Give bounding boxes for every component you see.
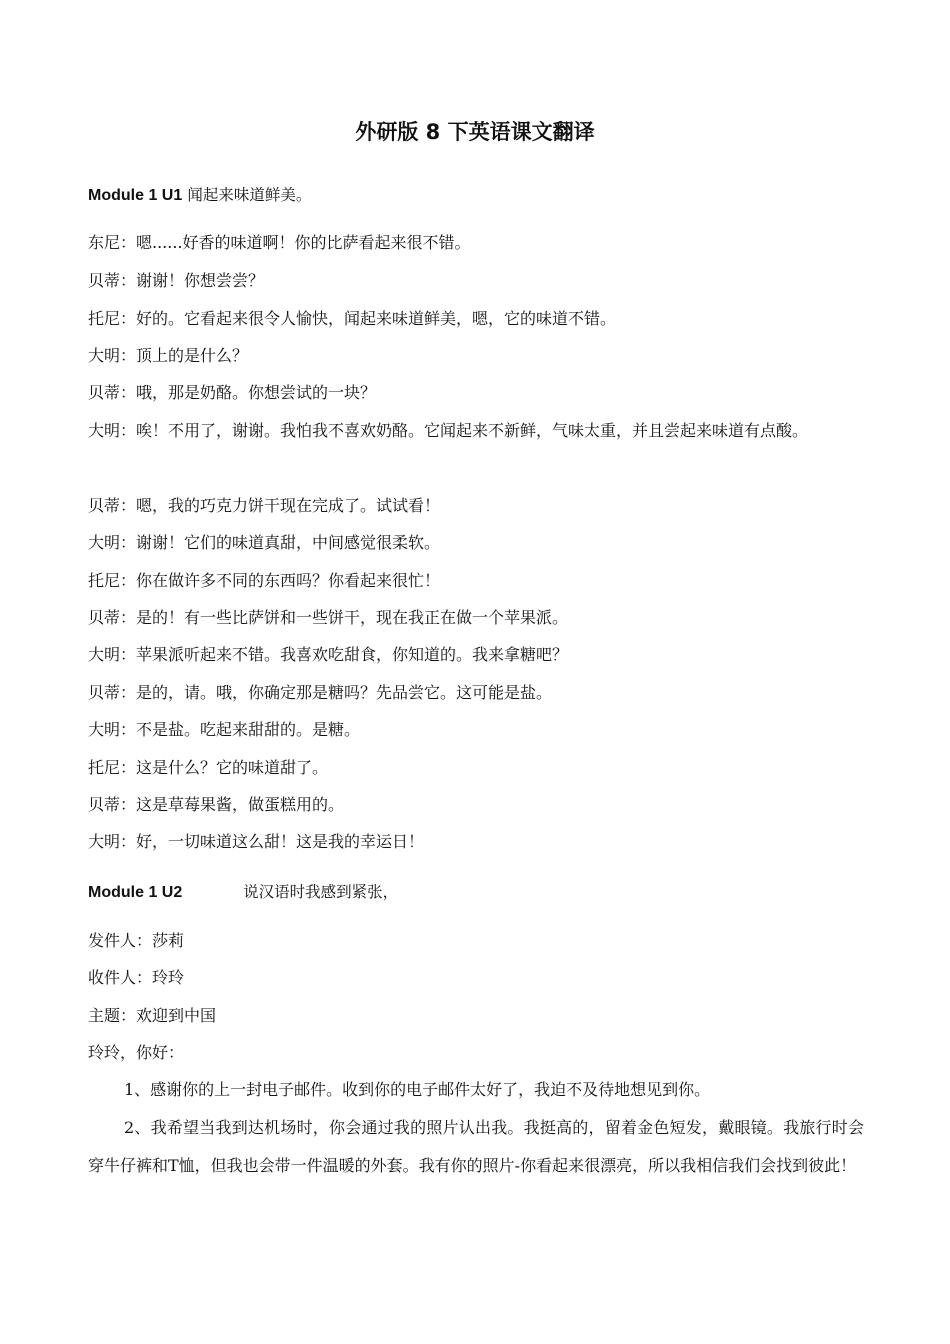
module-label: Module 1 U2 — [88, 884, 183, 901]
email-subject: 主题：欢迎到中国 — [88, 1006, 217, 1025]
email-paragraph: 2、我希望当我到达机场时，你会通过我的照片认出我。我挺高的，留着金色短发，戴眼镜。我旅行时会穿牛仔裤和T恤，但我也会带一件温暖的外套。我有你的照片-你看起来很漂亮，所以我相信我们会找到彼此！ — [88, 1118, 864, 1175]
section-heading-unit2 — [88, 880, 398, 905]
dialogue-line: 贝蒂：谢谢！你想尝尝？ — [88, 271, 265, 290]
module-label: Module 1 U1 — [88, 187, 183, 204]
dialogue-line: 东尼：嗯......好香的味道啊！你的比萨看起来很不错。 — [88, 233, 471, 252]
section-title: 闻起来味道鲜美。 — [187, 186, 312, 204]
dialogue-line: 大明：谢谢！它们的味道真甜，中间感觉很柔软。 — [88, 533, 441, 552]
dialogue-line: 大明：好，一切味道这么甜！这是我的幸运日！ — [88, 832, 425, 851]
section-title: 说汉语时我感到紧张， — [243, 883, 399, 901]
dialogue-line: 贝蒂：是的，请。哦，你确定那是糖吗？先品尝它。这可能是盐。 — [88, 683, 553, 702]
email-to: 收件人：玲玲 — [88, 968, 185, 987]
dialogue-line: 托尼：这是什么？它的味道甜了。 — [88, 758, 329, 777]
email-from: 发件人：莎莉 — [88, 931, 185, 950]
dialogue-paragraph: 大明：唉！不用了，谢谢。我怕我不喜欢奶酪。它闻起来不新鲜，气味太重，并且尝起来味道有点酸。 — [88, 421, 809, 440]
document-title: 外研版 8 下英语课文翻译 — [355, 120, 595, 144]
dialogue-line: 大明：不是盐。吃起来甜甜的。是糖。 — [88, 720, 361, 739]
dialogue-line: 托尼：你在做许多不同的东西吗？你看起来很忙！ — [88, 571, 441, 590]
dialogue-line: 贝蒂：哦，那是奶酪。你想尝试的一块？ — [88, 383, 377, 402]
dialogue-line: 贝蒂：嗯，我的巧克力饼干现在完成了。试试看！ — [88, 496, 441, 515]
dialogue-line: 托尼：好的。它看起来很令人愉快，闻起来味道鲜美，嗯，它的味道不错。 — [88, 309, 617, 328]
section-heading-unit1 — [88, 183, 311, 208]
email-greeting: 玲玲，你好： — [88, 1043, 185, 1062]
email-paragraph: 1、感谢你的上一封电子邮件。收到你的电子邮件太好了，我迫不及待地想见到你。 — [124, 1080, 711, 1099]
dialogue-line: 大明：顶上的是什么？ — [88, 346, 249, 365]
dialogue-line: 贝蒂：是的！有一些比萨饼和一些饼干，现在我正在做一个苹果派。 — [88, 608, 569, 627]
dialogue-line: 贝蒂：这是草莓果酱，做蛋糕用的。 — [88, 795, 345, 814]
dialogue-line: 大明：苹果派听起来不错。我喜欢吃甜食，你知道的。我来拿糖吧？ — [88, 645, 569, 664]
